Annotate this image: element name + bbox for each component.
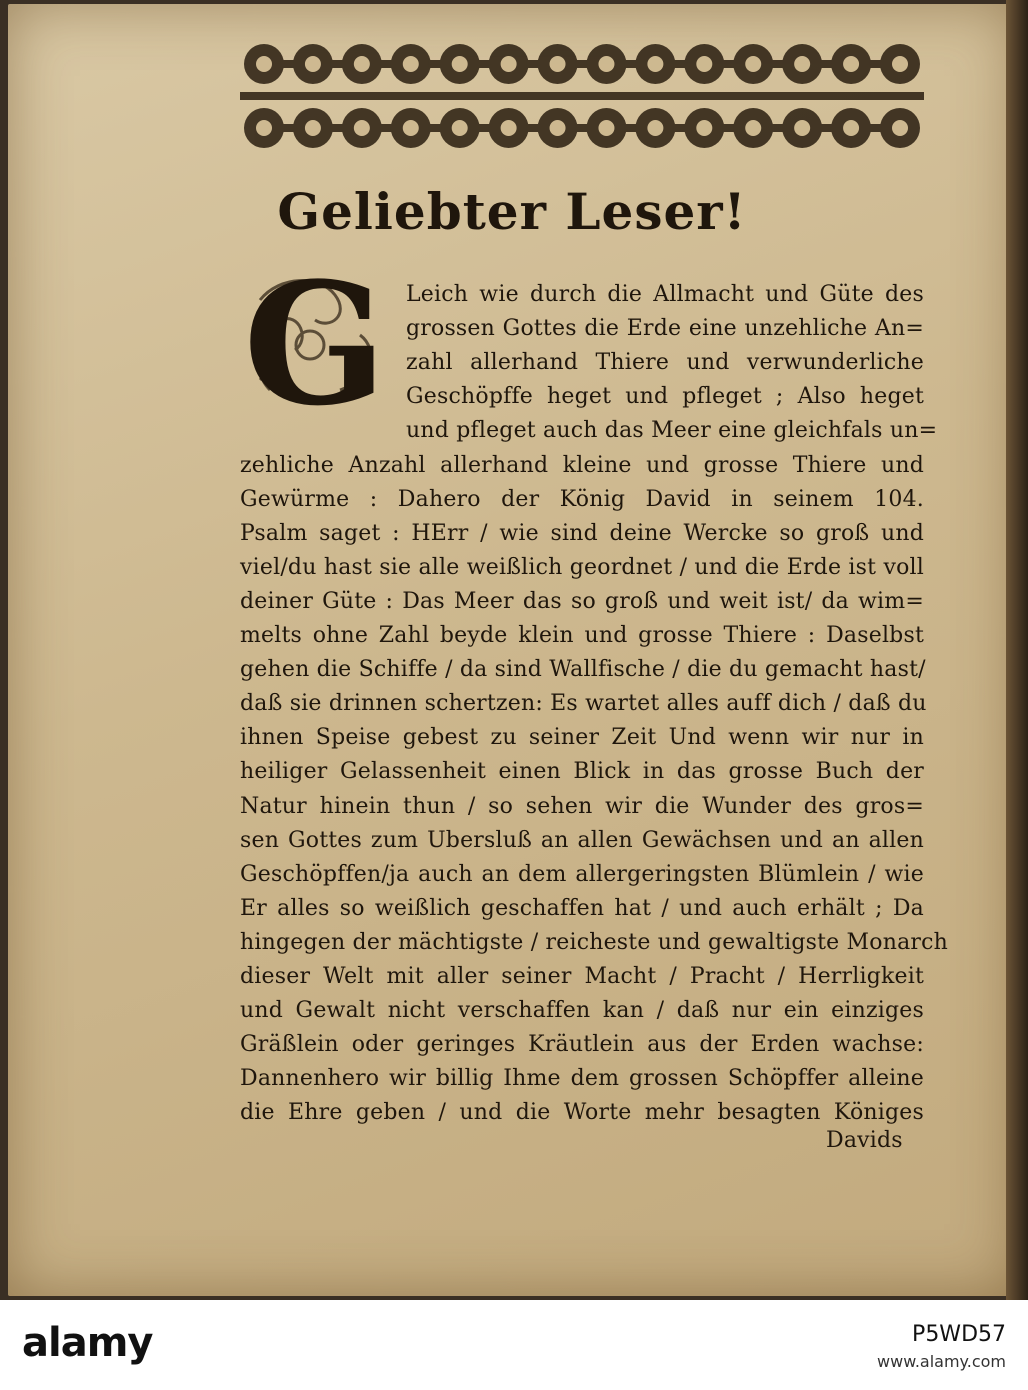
ornament-rosette-center [403,56,419,72]
ornament-rosette-center [354,120,370,136]
ornament-rosette-center [354,56,370,72]
ornament-rosette-center [452,56,468,72]
text-line: melts ohne Zahl beyde klein und grosse Thiere : Daselbst [240,623,924,648]
text-line: hingegen der mächtigste / reicheste und gewaltigste Monarch [240,929,949,955]
ornament-rosette-center [647,120,663,136]
text-line: zehliche Anzahl allerhand kleine und grosse Thiere und [240,452,924,478]
text-line: deiner Güte : Das Meer das so groß und weit ist/ da wim= [240,588,924,614]
text-line: und pfleget auch das Meer eine gleichfals un= [406,418,938,444]
ornament-rosette-center [256,120,272,136]
watermark-url: www.alamy.com [877,1352,1006,1371]
ornament-rosette-center [501,120,517,136]
ornament-rosette-center [843,120,859,136]
ornament-rosette-center [598,56,614,72]
ornament-rosette-center [452,120,468,136]
watermark-logo: alamy [22,1320,153,1366]
drop-cap-initial [240,245,390,443]
ornamental-header-band [240,34,924,160]
text-line: Geschöpffe heget und pfleget ; Also heget [406,384,924,410]
catchword: Davids [826,1128,903,1153]
text-line: heiliger Gelassenheit einen Blick in das grosse Buch der [240,759,924,785]
watermark-bar [0,1300,1028,1390]
ornament-rosette-center [794,56,810,72]
text-line: grossen Gottes die Erde eine unzehliche An= [406,316,924,342]
drop-cap-letter: G [243,245,387,443]
watermark-image-code: P5WD57 [912,1322,1006,1347]
text-line: Dannenhero wir billig Ihme dem grossen Schöpffer alleine [240,1066,924,1092]
ornament-graphic [240,34,924,160]
text-line: Psalm saget : HErr / wie sind deine Wercke so groß und [240,520,924,546]
paper-page [8,4,1016,1296]
text-line: viel/du hast sie alle weißlich geordnet / und die Erde ist voll [240,554,924,580]
ornament-rosette-center [647,56,663,72]
ornament-rosette-center [256,56,272,72]
text-line: Er alles so weißlich geschaffen hat / und auch erhält ; Da [240,895,924,921]
ornament-rosette-center [696,120,712,136]
text-line: ihnen Speise gebest zu seiner Zeit Und wenn wir nur in [240,725,924,751]
ornament-rosette-center [892,56,908,72]
ornament-rosette-center [550,56,566,72]
ornament-rosette-center [892,120,908,136]
ornament-rosette-center [598,120,614,136]
ornament-rosette-center [745,56,761,72]
ornament-rosette-center [305,56,321,72]
text-line: dieser Welt mit aller seiner Macht / Pracht / Herrligkeit [240,964,924,989]
book-spine-edge [1006,0,1028,1300]
ornament-rosette-center [745,120,761,136]
text-line: zahl allerhand Thiere und verwunderliche [406,350,924,376]
ornament-rosette-center [843,56,859,72]
text-line: Gewürme : Dahero der König David in seinem 104. [240,486,924,512]
ornament-rosette-center [501,56,517,72]
ornament-rosette-center [794,120,810,136]
text-line: Gräßlein oder geringes Kräutlein aus der Erden wachse: [240,1032,924,1058]
text-line: gehen die Schiffe / da sind Wallfische / die du gemacht hast/ [240,657,926,683]
text-line: und Gewalt nicht verschaffen kan / daß nur ein einziges [240,998,924,1024]
ornament-rosette-center [550,120,566,136]
text-line: Leich wie durch die Allmacht und Güte des [406,282,924,307]
text-line: Geschöpffen/ja auch an dem allergeringsten Blümlein / wie [240,861,924,887]
text-line: daß sie drinnen schertzen: Es wartet alles auff dich / daß du [240,691,927,717]
text-line: Natur hinein thun / so sehen wir die Wunder des gros= [240,793,924,819]
text-line: sen Gottes zum Ubersluß an allen Gewächsen und an allen [240,827,924,853]
ornament-rosette-center [403,120,419,136]
ornament-rosette-center [696,56,712,72]
page-heading: Geliebter Leser! [277,182,747,241]
ornament-divider [240,92,924,100]
text-line: die Ehre geben / und die Worte mehr besagten Königes [240,1100,924,1126]
ornament-rosette-center [305,120,321,136]
